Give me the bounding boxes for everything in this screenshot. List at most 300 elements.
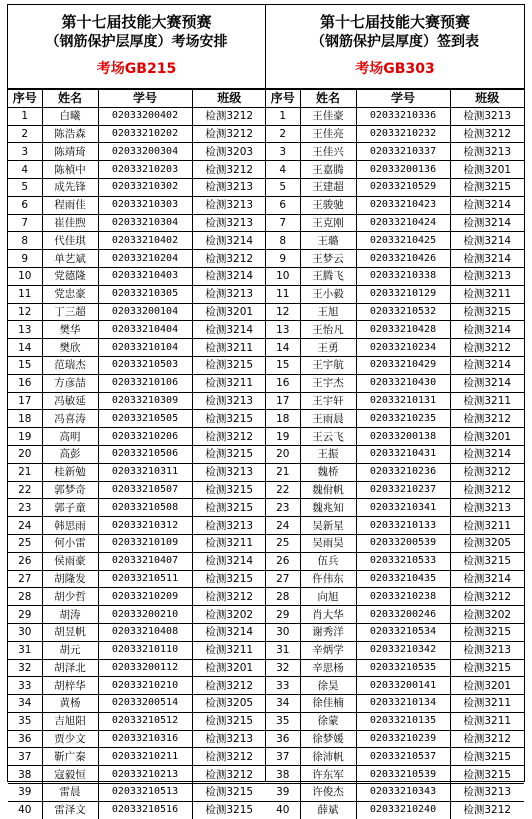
cell-name: 徐佳楠 — [300, 695, 356, 713]
cell-name: 雷晨 — [42, 784, 98, 802]
right-title-line1: 第十七届技能大赛预赛 — [319, 13, 470, 31]
cell-name: 侯雨豪 — [42, 552, 98, 570]
cell-name: 王旭 — [300, 303, 356, 321]
cell-class: 检测3213 — [450, 143, 524, 161]
table-row — [266, 677, 524, 695]
table-row — [8, 410, 266, 428]
cell-index: 10 — [8, 267, 42, 285]
cell-class: 检测3213 — [192, 730, 266, 748]
cell-index: 16 — [266, 374, 300, 392]
cell-index: 8 — [8, 232, 42, 250]
table-row — [8, 517, 266, 535]
cell-index: 21 — [8, 463, 42, 481]
cell-name: 胡涛 — [42, 606, 98, 624]
cell-name: 单艺斌 — [42, 250, 98, 268]
cell-name: 黄杨 — [42, 695, 98, 713]
cell-name: 党德隆 — [42, 267, 98, 285]
table-row — [266, 784, 524, 802]
table-row — [8, 196, 266, 214]
cell-class: 检测3212 — [450, 481, 524, 499]
cell-index: 3 — [266, 143, 300, 161]
cell-class: 检测3201 — [450, 677, 524, 695]
cell-index: 1 — [8, 107, 42, 125]
cell-index: 27 — [266, 570, 300, 588]
cell-student-id: 02033210104 — [98, 339, 192, 357]
table-row — [266, 392, 524, 410]
table-row — [266, 766, 524, 784]
cell-name: 胡元 — [42, 641, 98, 659]
cell-student-id: 02033210506 — [98, 445, 192, 463]
cell-class: 检测3211 — [450, 285, 524, 303]
cell-name: 辛炳学 — [300, 641, 356, 659]
table-row — [266, 214, 524, 232]
table-row — [8, 677, 266, 695]
cell-student-id: 02033210239 — [356, 730, 450, 748]
table-row — [266, 641, 524, 659]
cell-index: 9 — [266, 250, 300, 268]
cell-class: 检测3215 — [450, 748, 524, 766]
cell-class: 检测3212 — [192, 588, 266, 606]
cell-student-id: 02033210213 — [98, 766, 192, 784]
cell-name: 辛思杨 — [300, 659, 356, 677]
table-row — [266, 410, 524, 428]
cell-class: 检测3213 — [192, 214, 266, 232]
cell-index: 19 — [8, 428, 42, 446]
cell-name: 谢秀洋 — [300, 623, 356, 641]
cell-class: 检测3215 — [192, 712, 266, 730]
cell-student-id: 02033210238 — [356, 588, 450, 606]
cell-student-id: 02033210305 — [98, 285, 192, 303]
cell-name: 王璐 — [300, 232, 356, 250]
cell-name: 陈靖琦 — [42, 143, 98, 161]
cell-name: 陈楨中 — [42, 161, 98, 179]
cell-class: 检测3213 — [192, 463, 266, 481]
cell-student-id: 02033210210 — [98, 677, 192, 695]
cell-student-id: 02033210109 — [98, 534, 192, 552]
cell-class: 检测3215 — [192, 356, 266, 374]
right-room-label: 考场GB303 — [355, 61, 435, 77]
table-row — [266, 570, 524, 588]
cell-index: 26 — [266, 552, 300, 570]
table-row — [8, 623, 266, 641]
cell-index: 31 — [8, 641, 42, 659]
cell-name: 王振 — [300, 445, 356, 463]
cell-student-id: 02033210342 — [356, 641, 450, 659]
cell-class: 检测3212 — [450, 730, 524, 748]
cell-name: 王云飞 — [300, 428, 356, 446]
cell-student-id: 02033210516 — [98, 801, 192, 818]
cell-student-id: 02033210304 — [98, 214, 192, 232]
header-name: 姓名 — [300, 90, 356, 108]
cell-name: 肖大华 — [300, 606, 356, 624]
cell-index: 8 — [266, 232, 300, 250]
cell-class: 检测3213 — [192, 178, 266, 196]
cell-name: 薛斌 — [300, 801, 356, 818]
cell-class: 检测3215 — [192, 410, 266, 428]
cell-class: 检测3214 — [450, 214, 524, 232]
cell-class: 检测3214 — [192, 267, 266, 285]
cell-class: 检测3202 — [192, 606, 266, 624]
cell-name: 雷泽文 — [42, 801, 98, 818]
cell-student-id: 02033210431 — [356, 445, 450, 463]
cell-student-id: 02033200112 — [98, 659, 192, 677]
right-title-line2: （钢筋保护层厚度）签到表 — [311, 34, 479, 50]
left-room-label: 考场GB215 — [96, 61, 177, 77]
cell-student-id: 02033210429 — [356, 356, 450, 374]
cell-class: 检测3201 — [192, 303, 266, 321]
cell-student-id: 02033210513 — [98, 784, 192, 802]
cell-index: 3 — [8, 143, 42, 161]
cell-name: 魏兆知 — [300, 499, 356, 517]
right-header — [266, 5, 524, 89]
left-panel — [8, 5, 266, 817]
cell-index: 17 — [266, 392, 300, 410]
table-row — [266, 588, 524, 606]
cell-name: 何小雷 — [42, 534, 98, 552]
cell-index: 38 — [8, 766, 42, 784]
cell-name: 吴雨昊 — [300, 534, 356, 552]
cell-class: 检测3212 — [192, 107, 266, 125]
left-title-line1: 第十七届技能大赛预赛 — [61, 13, 212, 31]
cell-index: 7 — [266, 214, 300, 232]
cell-index: 23 — [266, 499, 300, 517]
cell-name: 樊华 — [42, 321, 98, 339]
cell-class: 检测3214 — [450, 374, 524, 392]
table-row — [266, 232, 524, 250]
cell-name: 胡少哲 — [42, 588, 98, 606]
cell-class: 检测3212 — [192, 766, 266, 784]
table-row — [266, 463, 524, 481]
header-class: 班级 — [192, 90, 266, 108]
cell-student-id: 02033210311 — [98, 463, 192, 481]
cell-name: 王腾飞 — [300, 267, 356, 285]
table-row — [8, 392, 266, 410]
cell-name: 胡泽北 — [42, 659, 98, 677]
cell-student-id: 02033210403 — [98, 267, 192, 285]
cell-student-id: 02033210425 — [356, 232, 450, 250]
cell-name: 王宇轩 — [300, 392, 356, 410]
table-row — [266, 695, 524, 713]
cell-name: 寇毅恒 — [42, 766, 98, 784]
cell-index: 13 — [266, 321, 300, 339]
cell-class: 检测3214 — [192, 623, 266, 641]
cell-index: 33 — [266, 677, 300, 695]
cell-class: 检测3215 — [192, 445, 266, 463]
cell-student-id: 02033210133 — [356, 517, 450, 535]
left-header — [8, 5, 265, 89]
cell-class: 检测3211 — [450, 517, 524, 535]
cell-index: 36 — [8, 730, 42, 748]
cell-name: 王雨晨 — [300, 410, 356, 428]
cell-name: 王宇航 — [300, 356, 356, 374]
cell-class: 检测3212 — [450, 588, 524, 606]
cell-student-id: 02033200136 — [356, 161, 450, 179]
cell-name: 伍兵 — [300, 552, 356, 570]
table-row — [8, 178, 266, 196]
cell-name: 贾少文 — [42, 730, 98, 748]
table-row — [8, 445, 266, 463]
cell-student-id: 02033210430 — [356, 374, 450, 392]
cell-class: 检测3215 — [450, 303, 524, 321]
cell-index: 11 — [266, 285, 300, 303]
cell-class: 检测3201 — [192, 659, 266, 677]
cell-student-id: 02033210211 — [98, 748, 192, 766]
cell-class: 检测3202 — [450, 606, 524, 624]
cell-index: 23 — [8, 499, 42, 517]
cell-student-id: 02033200210 — [98, 606, 192, 624]
cell-student-id: 02033210303 — [98, 196, 192, 214]
right-panel — [266, 5, 524, 817]
cell-student-id: 02033210407 — [98, 552, 192, 570]
cell-class: 检测3213 — [450, 267, 524, 285]
cell-student-id: 02033210202 — [98, 125, 192, 143]
table-row — [266, 303, 524, 321]
header-class: 班级 — [450, 90, 524, 108]
cell-index: 15 — [8, 356, 42, 374]
cell-index: 5 — [8, 178, 42, 196]
cell-class: 检测3201 — [450, 161, 524, 179]
cell-student-id: 02033210512 — [98, 712, 192, 730]
table-row — [266, 196, 524, 214]
table-row — [266, 517, 524, 535]
cell-class: 检测3211 — [450, 392, 524, 410]
cell-index: 15 — [266, 356, 300, 374]
cell-student-id: 02033210236 — [356, 463, 450, 481]
cell-class: 检测3214 — [450, 196, 524, 214]
table-row — [8, 730, 266, 748]
cell-index: 14 — [266, 339, 300, 357]
table-row — [8, 784, 266, 802]
table-row — [266, 285, 524, 303]
left-title-line2: （钢筋保护层厚度）考场安排 — [45, 34, 228, 50]
cell-index: 25 — [8, 534, 42, 552]
cell-name: 王嘉腾 — [300, 161, 356, 179]
cell-name: 吉旭阳 — [42, 712, 98, 730]
cell-index: 6 — [266, 196, 300, 214]
table-row — [8, 499, 266, 517]
cell-class: 检测3205 — [450, 534, 524, 552]
cell-index: 29 — [8, 606, 42, 624]
table-row — [266, 374, 524, 392]
cell-name: 魏桥 — [300, 463, 356, 481]
table-row — [8, 463, 266, 481]
table-row — [266, 143, 524, 161]
cell-name: 程雨佳 — [42, 196, 98, 214]
table-row — [266, 445, 524, 463]
cell-name: 范瑞杰 — [42, 356, 98, 374]
cell-name: 徐蒙 — [300, 712, 356, 730]
cell-name: 王佳豪 — [300, 107, 356, 125]
header-index: 序号 — [8, 90, 42, 108]
right-header-row — [266, 90, 524, 108]
cell-class: 检测3212 — [450, 125, 524, 143]
cell-class: 检测3213 — [450, 499, 524, 517]
cell-student-id: 02033210235 — [356, 410, 450, 428]
cell-index: 24 — [8, 517, 42, 535]
table-row — [266, 250, 524, 268]
cell-name: 向旭 — [300, 588, 356, 606]
cell-name: 高彭 — [42, 445, 98, 463]
cell-class: 检测3214 — [450, 321, 524, 339]
cell-class: 检测3212 — [192, 250, 266, 268]
cell-index: 22 — [8, 481, 42, 499]
cell-student-id: 02033210537 — [356, 748, 450, 766]
cell-class: 检测3212 — [192, 748, 266, 766]
cell-class: 检测3214 — [450, 250, 524, 268]
cell-class: 检测3214 — [450, 570, 524, 588]
cell-class: 检测3212 — [450, 801, 524, 818]
cell-student-id: 02033210309 — [98, 392, 192, 410]
cell-student-id: 02033200402 — [98, 107, 192, 125]
cell-student-id: 02033210343 — [356, 784, 450, 802]
cell-class: 检测3212 — [192, 677, 266, 695]
cell-class: 检测3215 — [450, 178, 524, 196]
cell-student-id: 02033210539 — [356, 766, 450, 784]
table-row — [8, 570, 266, 588]
cell-name: 郭子童 — [42, 499, 98, 517]
cell-index: 20 — [266, 445, 300, 463]
table-row — [8, 695, 266, 713]
cell-index: 4 — [8, 161, 42, 179]
table-row — [8, 214, 266, 232]
header-student-id: 学号 — [356, 90, 450, 108]
cell-student-id: 02033210232 — [356, 125, 450, 143]
cell-student-id: 02033210106 — [98, 374, 192, 392]
cell-class: 检测3211 — [450, 712, 524, 730]
table-row — [8, 748, 266, 766]
cell-index: 6 — [8, 196, 42, 214]
cell-index: 34 — [8, 695, 42, 713]
cell-student-id: 02033210532 — [356, 303, 450, 321]
cell-index: 30 — [266, 623, 300, 641]
cell-name: 高明 — [42, 428, 98, 446]
cell-index: 32 — [266, 659, 300, 677]
cell-name: 王小毅 — [300, 285, 356, 303]
cell-name: 王建超 — [300, 178, 356, 196]
cell-student-id: 02033210428 — [356, 321, 450, 339]
cell-name: 胡昱帆 — [42, 623, 98, 641]
cell-class: 检测3214 — [192, 232, 266, 250]
table-row — [8, 588, 266, 606]
table-row — [8, 481, 266, 499]
cell-name: 胡隆发 — [42, 570, 98, 588]
left-header-row — [8, 90, 266, 108]
cell-class: 检测3211 — [192, 641, 266, 659]
cell-student-id: 02033210206 — [98, 428, 192, 446]
table-row — [266, 801, 524, 818]
cell-student-id: 02033210316 — [98, 730, 192, 748]
cell-index: 34 — [266, 695, 300, 713]
table-row — [8, 339, 266, 357]
cell-name: 陈浩森 — [42, 125, 98, 143]
cell-student-id: 02033210302 — [98, 178, 192, 196]
cell-student-id: 02033210423 — [356, 196, 450, 214]
cell-student-id: 02033200104 — [98, 303, 192, 321]
cell-class: 检测3215 — [192, 784, 266, 802]
cell-index: 1 — [266, 107, 300, 125]
right-table-body — [266, 107, 524, 818]
cell-index: 16 — [8, 374, 42, 392]
cell-class: 检测3203 — [192, 143, 266, 161]
table-row — [266, 356, 524, 374]
cell-class: 检测3211 — [192, 534, 266, 552]
cell-index: 18 — [8, 410, 42, 428]
table-row — [266, 623, 524, 641]
cell-name: 徐沛帆 — [300, 748, 356, 766]
header-student-id: 学号 — [98, 90, 192, 108]
cell-student-id: 02033210505 — [98, 410, 192, 428]
header-index: 序号 — [266, 90, 300, 108]
cell-student-id: 02033210408 — [98, 623, 192, 641]
cell-index: 20 — [8, 445, 42, 463]
cell-class: 检测3215 — [192, 499, 266, 517]
cell-index: 2 — [266, 125, 300, 143]
cell-student-id: 02033210424 — [356, 214, 450, 232]
cell-class: 检测3211 — [192, 374, 266, 392]
cell-class: 检测3212 — [450, 339, 524, 357]
cell-student-id: 02033210135 — [356, 712, 450, 730]
cell-name: 王宇杰 — [300, 374, 356, 392]
cell-name: 许东军 — [300, 766, 356, 784]
table-row — [8, 534, 266, 552]
cell-class: 检测3215 — [192, 481, 266, 499]
table-row — [266, 125, 524, 143]
cell-student-id: 02033200304 — [98, 143, 192, 161]
cell-student-id: 02033210312 — [98, 517, 192, 535]
cell-index: 7 — [8, 214, 42, 232]
cell-student-id: 02033200246 — [356, 606, 450, 624]
table-row — [8, 712, 266, 730]
table-row — [8, 303, 266, 321]
cell-student-id: 02033210535 — [356, 659, 450, 677]
cell-index: 30 — [8, 623, 42, 641]
cell-class: 检测3212 — [192, 161, 266, 179]
table-row — [8, 552, 266, 570]
table-row — [8, 606, 266, 624]
table-row — [266, 267, 524, 285]
cell-student-id: 02033210336 — [356, 107, 450, 125]
cell-class: 检测3215 — [192, 801, 266, 818]
cell-name: 郭梦奇 — [42, 481, 98, 499]
cell-index: 25 — [266, 534, 300, 552]
cell-class: 检测3215 — [450, 766, 524, 784]
cell-index: 40 — [266, 801, 300, 818]
cell-index: 2 — [8, 125, 42, 143]
cell-student-id: 02033210203 — [98, 161, 192, 179]
cell-class: 检测3212 — [450, 410, 524, 428]
cell-index: 35 — [8, 712, 42, 730]
cell-index: 12 — [8, 303, 42, 321]
cell-class: 检测3214 — [192, 552, 266, 570]
cell-student-id: 02033210508 — [98, 499, 192, 517]
cell-student-id: 02033210209 — [98, 588, 192, 606]
cell-index: 29 — [266, 606, 300, 624]
cell-student-id: 02033210529 — [356, 178, 450, 196]
cell-index: 10 — [266, 267, 300, 285]
cell-index: 13 — [8, 321, 42, 339]
cell-student-id: 02033200141 — [356, 677, 450, 695]
cell-index: 28 — [8, 588, 42, 606]
cell-student-id: 02033210134 — [356, 695, 450, 713]
cell-name: 白曦 — [42, 107, 98, 125]
table-row — [266, 748, 524, 766]
cell-student-id: 02033210402 — [98, 232, 192, 250]
right-roster-table — [266, 89, 524, 819]
cell-class: 检测3214 — [450, 232, 524, 250]
cell-class: 检测3211 — [192, 339, 266, 357]
cell-index: 21 — [266, 463, 300, 481]
table-row — [8, 641, 266, 659]
